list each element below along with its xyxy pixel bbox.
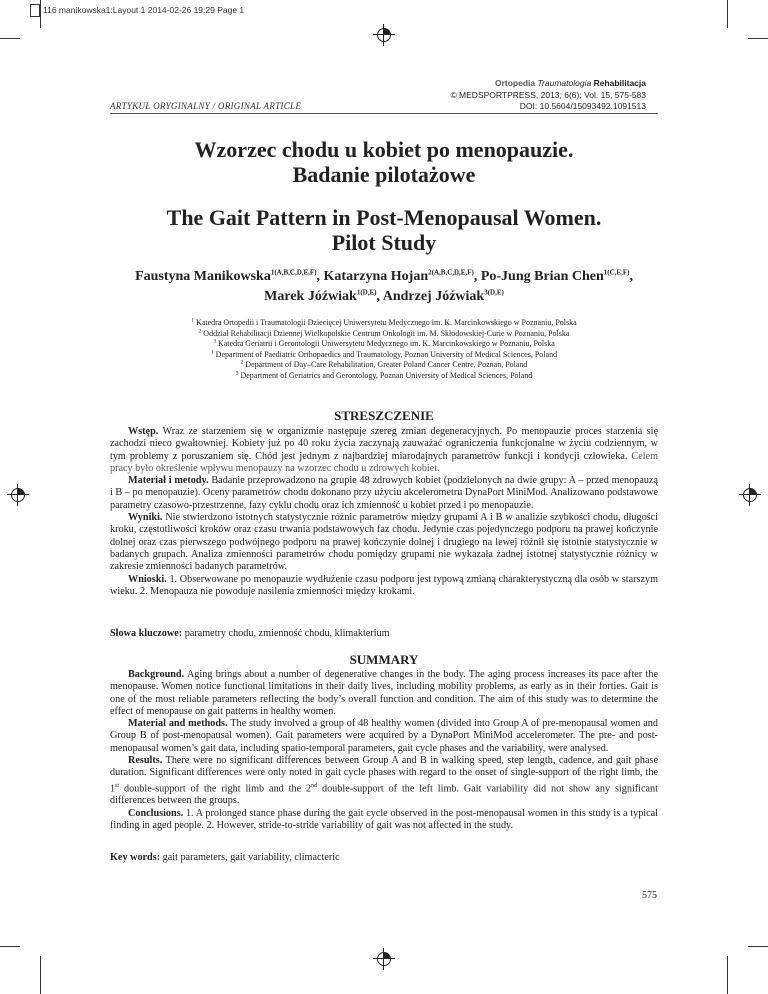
crop-mark xyxy=(40,956,41,994)
section-label: Wstęp. xyxy=(128,426,159,437)
section-text: 1. Obserwowane po menopauzie wydłużenie czasu podporu jest typową zmianą charakterystyczną dla osób w starszym wieku. 2. Menopauza nie powoduje nasilenia zmienności między krokami. xyxy=(110,573,658,597)
author-name: Po-Jung Brian Chen xyxy=(480,269,604,284)
affiliation-text: Katedra Ortopedii i Traumatologii Dziecięcej Uniwersytetu Medycznego im. K. Marcinkowskiego w Poznaniu, Polska xyxy=(196,318,577,327)
section-label: Wnioski. xyxy=(128,573,167,585)
author-affiliation-mark: 3(D,E) xyxy=(484,288,504,297)
title-english xyxy=(110,205,658,255)
author-affiliation-mark: 1(A,B,C,D,E,F) xyxy=(270,268,317,277)
crop-mark xyxy=(748,38,768,39)
affiliation-number: 2 xyxy=(240,359,244,366)
section-text: The study involved a group of 48 healthy women (divided into Group A of pre-menopausal women and Group B of post-menopausal women). Gait parameters were acquired by a DynaPort MiniMod accelerometer. The pre- and post-menopausal women’s gait data, including spatio-temporal parameters, gait cycle phases and the variability, were analysed. xyxy=(110,718,658,754)
affiliation-text: Oddział Rehabilitacji Dziennej Wielkopolskie Centrum Onkologii im. M. Skłodowskiej-Curie w Poznaniu, Polska xyxy=(203,328,570,338)
crop-mark xyxy=(727,956,728,994)
affiliation-item xyxy=(110,360,658,371)
section-text: Nie stwierdzono istotnych statystycznie różnic parametrów między grupami A i B w analizie szybkości chodu, długości kroku, częstotliwości kroków oraz czasu trwania podstawowych faz chodu. Jedynie czas pojedynczego podporu na prawej kończynie dolnej oraz czas pierwszego podwójnego podporu na prawej kończynie dolnej i drugiego na lewej różnił się istotnie statystycznie w badanych grupach. Analiza zmienności parametrów chodu pomiędzy grupami nie wykazała żadnej istotnej statystycznie różnicy w zakresie zmienności badanych parametrów. xyxy=(110,512,658,573)
title-polish xyxy=(110,137,658,187)
ordinal-suffix: nd xyxy=(311,782,318,789)
affiliation-item xyxy=(110,339,658,350)
abstract-pl-material xyxy=(110,475,658,512)
crop-mark xyxy=(40,0,41,28)
affiliation-text: Department of Paediatric Orthopaedics and Traumatology, Poznan University of Medical Sciences, Poland xyxy=(215,349,558,359)
crop-mark xyxy=(727,0,728,28)
author-name: Katarzyna Hojan xyxy=(323,269,429,284)
abstract-pl-wnioski xyxy=(110,574,658,599)
section-label: Conclusions. xyxy=(128,807,184,819)
author-name: Marek Jóźwiak xyxy=(264,289,357,304)
streszczenie-body xyxy=(110,426,658,598)
abstract-en-material xyxy=(110,718,658,755)
keywords-text: parametry chodu, zmienność chodu, klimakterium xyxy=(182,628,390,639)
section-text: Celem pracy było określenie wpływu menopauzy na wzorzec chodu u zdrowych kobiet. xyxy=(110,450,658,474)
crop-mark xyxy=(0,38,20,39)
article-type: ARTYKUŁ ORYGINALNY / ORIGINAL ARTICLE xyxy=(110,101,302,111)
author-affiliation-mark: 2(A,B,C,D,E,F) xyxy=(428,268,474,277)
section-label: Results. xyxy=(128,755,163,767)
keywords-label: Key words: xyxy=(110,852,161,863)
title-polish-line1: Wzorzec chodu u kobiet po menopauzie. xyxy=(194,137,574,162)
section-text: There were no significant differences between Group A and B in walking speed, step length, cadence, and gait phase duration. Significant differences were only noted in gait cycle phases with regard to the onset of single-support of the right limb, the 1 xyxy=(110,755,658,795)
streszczenie-heading: STRESZCZENIE xyxy=(334,408,434,423)
registration-mark-icon xyxy=(7,484,29,506)
affiliation-text: Katedra Geriatrii i Gerontologii Uniwersytetu Medycznego im. K. Marcinkowskiego w Poznaniu, Polska xyxy=(217,339,555,348)
author-separator: , xyxy=(629,269,633,284)
keywords-label: Słowa kluczowe: xyxy=(110,628,183,639)
crop-mark xyxy=(748,946,768,947)
author-list xyxy=(110,267,658,307)
affiliation-number: 1 xyxy=(210,348,214,355)
journal-copyright: © MEDSPORTPRESS, 2013; 6(6); Vol. 15, 575-583 xyxy=(450,89,646,100)
section-label: Materiał i metody. xyxy=(128,475,209,487)
page-number: 575 xyxy=(642,890,657,901)
affiliation-text: Department of Geriatrics and Gerontology, Poznan University of Medical Sciences, Poland xyxy=(240,370,533,380)
affiliation-number: 3 xyxy=(213,338,216,345)
title-english-line1: The Gait Pattern in Post-Menopausal Women. xyxy=(166,205,602,230)
journal-name-rehabilitacja: Rehabilitacja xyxy=(593,78,646,88)
keywords-en xyxy=(110,852,658,863)
section-text: double-support of the left limb. Gait variability did not show any significant differences between the groups. xyxy=(110,783,658,807)
summary-body xyxy=(110,669,658,832)
section-text: Wraz ze starzeniem się w organizmie następuje szereg zmian degeneracyjnych. Po menopauzie proces starzenia się zachodzi nieco gwałtowniej. Kobiety już po 40 roku życia zaczynają zauważać ograniczenia funkcjonalne w życiu codziennym, w tym problemy z poruszaniem się. Chód jest jednym z najbardziej miarodajnych parametrów funkcji i kondycji człowieka. xyxy=(110,426,658,462)
keywords-pl xyxy=(110,628,658,639)
section-text: Badanie przeprowadzono na grupie 48 zdrowych kobiet (podzielonych na dwie grupy: A – przed menopauzą i B – po menopauzie). Oceny parametrów chodu dokonano przy użyciu akcelerometru DynaPort MiniMod. Analizowano podstawowe parametry czasowo-przestrzenne, fazy cyklu chodu oraz ich zmienność u kobiet przed i po menopauzie. xyxy=(110,475,658,511)
registration-mark-icon xyxy=(739,484,761,506)
affiliation-text: Department of Day–Care Rehabilitation, Greater Poland Cancer Centre, Poznan, Poland xyxy=(245,360,528,369)
section-label: Background. xyxy=(128,669,185,680)
abstract-pl-wyniki xyxy=(110,512,658,573)
slug-text: 116 manikowska1:Layout 1 2014-02-26 19:29 Page 1 xyxy=(43,4,245,15)
affiliation-item xyxy=(110,350,658,361)
section-text: 1. A prolonged stance phase during the gait cycle observed in the post-menopausal women in this study is a typical finding in aged people. 2. However, stride-to-stride variability of gait was not affected in the study. xyxy=(110,807,658,831)
affiliation-item xyxy=(110,329,658,340)
abstract-pl-wstep xyxy=(110,426,658,475)
author-name: Faustyna Manikowska xyxy=(135,269,271,284)
author-affiliation-mark: 1(D,E) xyxy=(356,288,377,297)
author-name: Andrzej Jóźwiak xyxy=(382,289,485,304)
affiliation-list xyxy=(110,318,658,381)
crop-mark xyxy=(0,946,20,947)
affiliation-item xyxy=(110,371,658,382)
affiliation-number: 1 xyxy=(191,317,195,324)
section-label: Wyniki. xyxy=(128,512,163,524)
affiliation-number: 3 xyxy=(235,369,239,376)
author-affiliation-mark: 1(C,E,F) xyxy=(603,268,630,277)
section-label: Material and methods. xyxy=(128,718,228,730)
journal-name-ortopedia: Ortopedia xyxy=(494,78,536,88)
section-text: double-support of the right limb and the 2 xyxy=(119,783,312,795)
abstract-en-results xyxy=(110,755,658,808)
title-english-line2: Pilot Study xyxy=(331,230,437,255)
affiliation-item xyxy=(110,318,658,329)
slug-box-icon xyxy=(30,4,40,17)
summary-heading: SUMMARY xyxy=(349,652,419,667)
print-slug xyxy=(30,4,244,17)
keywords-text: gait parameters, gait variability, climacteric xyxy=(160,852,340,863)
journal-name-traumatologia: Traumatologia xyxy=(537,78,592,88)
section-text: Aging brings about a number of degenerative changes in the body. The aging process increases its pace after the menopause. Women notice functional limitations in their daily lives, including mobility problems, as early as in their forties. Gait is one of the most reliable parameters reflecting the body’s overall function and condition. The aim of this study was to determine the effect of menopause on gait patterns in healthy women. xyxy=(110,669,658,717)
author-separator: , xyxy=(376,289,383,304)
registration-mark-icon xyxy=(373,948,395,970)
journal-doi: DOI: 10.5604/15093492.1091513 xyxy=(519,101,646,111)
author-separator: , xyxy=(316,269,324,284)
abstract-en-background xyxy=(110,669,658,718)
ordinal-suffix: st xyxy=(115,782,120,789)
title-polish-line2: Badanie pilotażowe xyxy=(292,162,476,187)
journal-header xyxy=(450,78,646,113)
author-separator: , xyxy=(473,269,481,284)
header-rule xyxy=(110,113,658,114)
abstract-en-conclusions xyxy=(110,808,658,833)
affiliation-number: 2 xyxy=(198,327,202,334)
registration-mark-icon xyxy=(373,24,395,46)
